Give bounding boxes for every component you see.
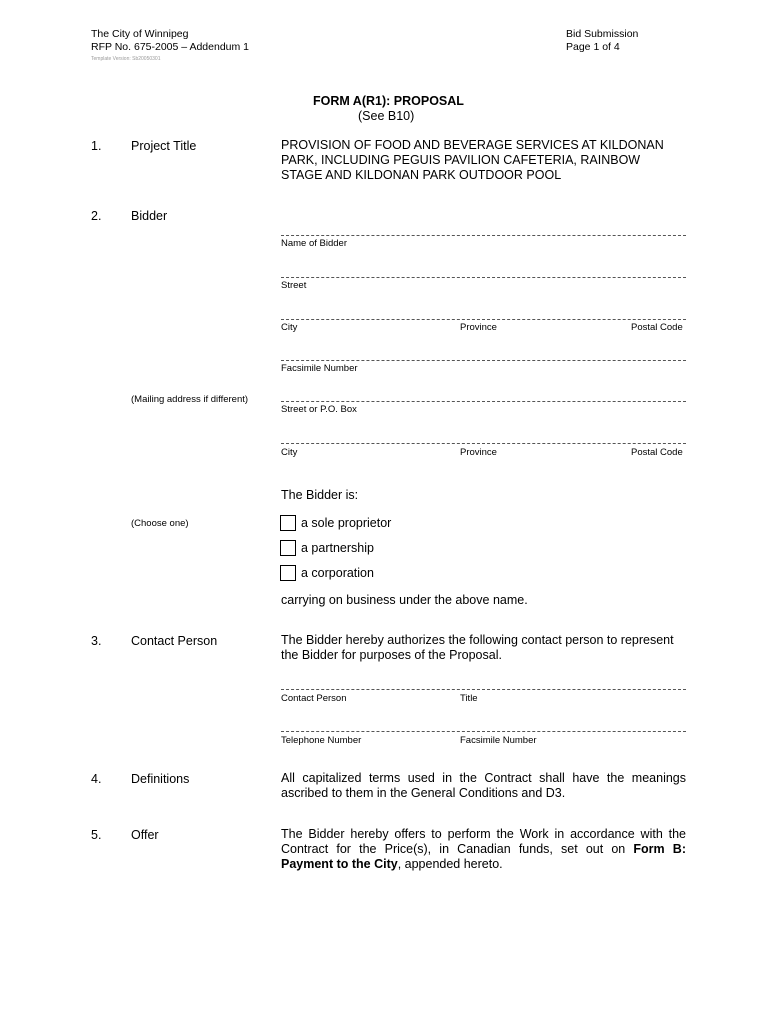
header-org (91, 28, 249, 54)
postal-code-caption: Postal Code (631, 322, 683, 333)
form-b-reference: Form B: (633, 842, 686, 856)
contact-person-line[interactable] (281, 689, 686, 690)
section-3-label: Contact Person (131, 634, 218, 648)
title-caption: Title (460, 693, 478, 704)
offer-line-3 (281, 857, 686, 872)
header-rfp: RFP No. 675-2005 – Addendum 1 (91, 41, 249, 53)
corporation-label: a corporation (301, 566, 374, 580)
offer-line-3-text: , appended hereto. (397, 857, 503, 871)
name-of-bidder-caption: Name of Bidder (281, 238, 348, 249)
contact-text-line: The Bidder hereby authorizes the following contact person to represent (281, 633, 674, 647)
pobox-line[interactable] (281, 401, 686, 402)
mailing-address-label: (Mailing address if different) (131, 394, 249, 405)
form-subtitle: (See B10) (358, 109, 415, 123)
section-3-number: 3. (91, 634, 102, 648)
header-city: The City of Winnipeg (91, 28, 189, 40)
project-title-line: PROVISION OF FOOD AND BEVERAGE SERVICES AT KILDONAN (281, 138, 664, 152)
offer-line-2-text: Contract for the Price(s), in Canadian funds, set out on (281, 842, 634, 856)
project-title-line: PARK, INCLUDING PEGUIS PAVILION CAFETERIA, RAINBOW (281, 153, 641, 167)
contact-person-text (281, 633, 674, 663)
telephone-caption: Telephone Number (281, 735, 362, 746)
section-5-number: 5. (91, 828, 102, 842)
province-caption-2: Province (460, 447, 497, 458)
section-1-number: 1. (91, 139, 102, 153)
name-of-bidder-line[interactable] (281, 235, 686, 236)
header-page: Page 1 of 4 (566, 41, 620, 53)
project-title-text (281, 138, 664, 183)
telephone-facsimile-line[interactable] (281, 731, 686, 732)
section-2-number: 2. (91, 209, 102, 223)
contact-person-caption: Contact Person (281, 693, 347, 704)
facsimile-caption: Facsimile Number (281, 363, 358, 374)
definitions-line-2: ascribed to them in the General Conditions and D3. (281, 786, 566, 800)
bidder-is-text: The Bidder is: (281, 488, 359, 502)
corporation-checkbox[interactable] (280, 565, 296, 581)
section-4-number: 4. (91, 772, 102, 786)
sole-proprietor-checkbox[interactable] (280, 515, 296, 531)
city-province-postal-line-2[interactable] (281, 443, 686, 444)
offer-line-2 (281, 842, 686, 857)
city-caption: City (281, 322, 298, 333)
section-1-label: Project Title (131, 139, 197, 153)
sole-proprietor-label: a sole proprietor (301, 516, 392, 530)
city-province-postal-line[interactable] (281, 319, 686, 320)
definitions-text (281, 771, 686, 801)
choose-one-label: (Choose one) (131, 518, 189, 529)
template-version: Template Version: Sb20050301 (91, 56, 161, 62)
header-bid-submission: Bid Submission (566, 28, 639, 40)
partnership-checkbox[interactable] (280, 540, 296, 556)
payment-to-city-reference: Payment to the City (281, 857, 398, 871)
header-right (566, 28, 638, 54)
facsimile-line[interactable] (281, 360, 686, 361)
offer-text (281, 827, 686, 872)
section-4-label: Definitions (131, 772, 190, 786)
pobox-caption: Street or P.O. Box (281, 404, 357, 415)
city-caption-2: City (281, 447, 298, 458)
carrying-on-business-text: carrying on business under the above name. (281, 593, 528, 607)
section-2-label: Bidder (131, 209, 168, 223)
definitions-line-1: All capitalized terms used in the Contract shall have the meanings (281, 771, 686, 785)
section-5-label: Offer (131, 828, 159, 842)
postal-code-caption-2: Postal Code (631, 447, 683, 458)
form-title: FORM A(R1): PROPOSAL (313, 94, 464, 108)
contact-facsimile-caption: Facsimile Number (460, 735, 537, 746)
offer-line-1: The Bidder hereby offers to perform the Work in accordance with the (281, 827, 686, 841)
contact-text-line: the Bidder for purposes of the Proposal. (281, 648, 502, 662)
street-caption: Street (281, 280, 307, 291)
province-caption: Province (460, 322, 497, 333)
project-title-line: STAGE AND KILDONAN PARK OUTDOOR POOL (281, 168, 562, 182)
partnership-label: a partnership (301, 541, 374, 555)
street-line[interactable] (281, 277, 686, 278)
